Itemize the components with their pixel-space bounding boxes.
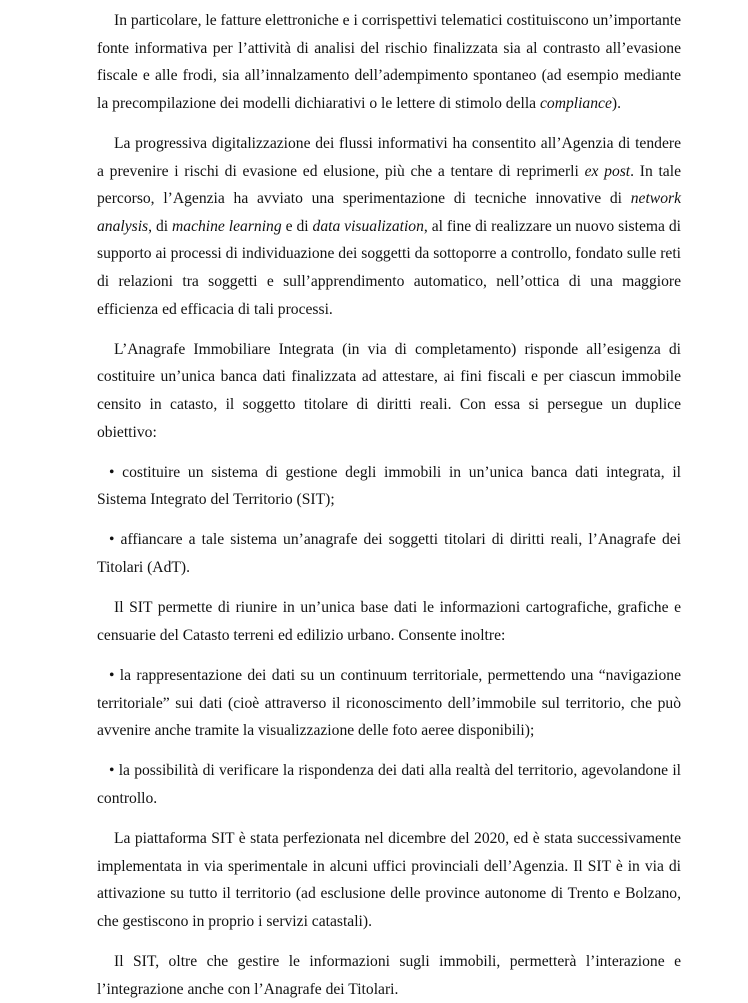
text-run: • la possibilità di verificare la rispondenza dei dati alla realtà del territorio, agevolandone il controllo.	[97, 762, 681, 807]
text-run: • costituire un sistema di gestione degli immobili in un’unica banca dati integrata, il Sistema Integrato del Territorio (SIT);	[97, 463, 681, 509]
paragraph	[97, 336, 681, 446]
text-run: . In tale percorso, l’Agenzia ha avviato una sperimentazione di tecniche innovative di	[97, 162, 681, 208]
text-run: La piattaforma SIT è stata perfezionata nel dicembre del 2020, ed è stata successivamente implementata in via sperimentale in alcuni uffici provinciali dell’Agenzia. Il SIT è in via di attivazione su tutto il territorio (ad esclusione delle province autonome di Trento e Bolzano, che gestiscono in proprio i servizi catastali).	[97, 830, 681, 930]
paragraph	[97, 130, 681, 323]
italic-term: machine learning	[172, 217, 282, 235]
bullet-item	[97, 459, 681, 514]
italic-term: ex post	[584, 162, 631, 180]
document-page	[97, 7, 681, 1003]
bullet-item	[97, 662, 681, 745]
text-run: , al fine di realizzare un nuovo sistema di supporto ai processi di individuazione dei soggetti da sottoporre a controllo, fondato sulle reti di relazioni tra soggetti e sull’apprendimento automatico, nell’ottica di una maggiore efficienza ed efficacia di tali processi.	[97, 217, 681, 318]
italic-term: compliance	[539, 94, 612, 112]
text-run: • affiancare a tale sistema un’anagrafe dei soggetti titolari di diritti reali, l’Anagrafe dei Titolari (AdT).	[97, 531, 681, 577]
paragraph	[97, 948, 681, 1003]
text-run: In particolare, le fatture elettroniche e i corrispettivi telematici costituiscono un’importante fonte informativa per l’attività di analisi del rischio finalizzata sia al contrasto all’evasione fiscale e alle frodi, sia all’innalzamento dell’adempimento spontaneo (ad esempio mediante la precompilazione dei modelli dichiarativi o le lettere di stimolo della	[97, 12, 681, 112]
italic-term: network analysis	[97, 190, 681, 235]
text-run: , di	[148, 217, 173, 235]
paragraph	[97, 825, 681, 935]
bullet-item	[97, 757, 681, 812]
paragraph	[97, 7, 681, 117]
paragraph	[97, 594, 681, 649]
text-run: ).	[611, 94, 621, 112]
text-run: L’Anagrafe Immobiliare Integrata (in via di completamento) risponde all’esigenza di costituire un’unica banca dati finalizzata ad attestare, ai fini fiscali e per ciascun immobile censito in catasto, il soggetto titolare di diritti reali. Con essa si persegue un duplice obiettivo:	[97, 340, 681, 441]
text-run: Il SIT permette di riunire in un’unica base dati le informazioni cartografiche, grafiche e censuarie del Catasto terreni ed edilizio urbano. Consente inoltre:	[97, 599, 681, 644]
italic-term: data visualization	[312, 217, 424, 235]
text-run: e di	[281, 217, 313, 235]
text-run: Il SIT, oltre che gestire le informazioni sugli immobili, permetterà l’interazione e l’integrazione anche con l’Anagrafe dei Titolari.	[97, 953, 681, 998]
text-run: La progressiva digitalizzazione dei flussi informativi ha consentito all’Agenzia di tendere a prevenire i rischi di evasione ed elusione, più che a tentare di reprimerli	[97, 134, 681, 180]
text-run: • la rappresentazione dei dati su un continuum territoriale, permettendo una “navigazione territoriale” sui dati (cioè attraverso il riconoscimento dell’immobile sul territorio, che può avvenire anche tramite la visualizzazione delle foto aeree disponibili);	[97, 667, 681, 740]
bullet-item	[97, 526, 681, 581]
